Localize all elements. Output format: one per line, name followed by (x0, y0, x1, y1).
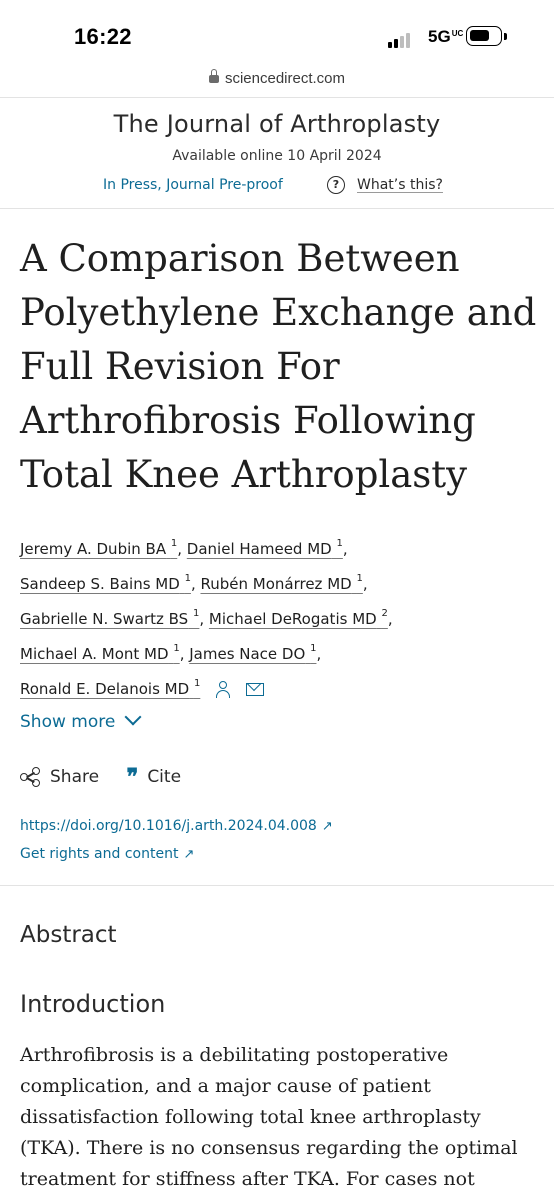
author-affiliation: 1 (336, 538, 343, 549)
author-name: Sandeep S. Bains MD (20, 575, 180, 593)
whats-this-link[interactable]: What’s this? (357, 177, 443, 193)
external-link-icon: ↗ (183, 847, 195, 862)
quote-icon: ❞ (126, 764, 138, 790)
author-link[interactable] (200, 575, 362, 593)
author-name: Daniel Hameed MD (186, 540, 332, 558)
share-label: Share (50, 767, 100, 787)
doi-link[interactable] (20, 818, 333, 834)
cite-button[interactable] (126, 764, 182, 790)
mail-icon[interactable] (246, 683, 264, 696)
network-superscript: UC (451, 29, 464, 38)
author-name: Jeremy A. Dubin BA (20, 540, 167, 558)
status-bar (0, 0, 554, 68)
author-name: Michael DeRogatis MD (208, 610, 377, 628)
rights-text: Get rights and content (20, 846, 179, 862)
author-affiliation: 2 (381, 608, 388, 619)
author-link[interactable] (20, 575, 191, 593)
doi-text: https://doi.org/10.1016/j.arth.2024.04.008 (20, 818, 317, 834)
signal-icon (388, 30, 418, 48)
journal-name[interactable]: The Journal of Arthroplasty (113, 110, 441, 138)
author-link[interactable] (20, 680, 200, 698)
network-indicator (428, 27, 463, 47)
author-affiliation: 1 (193, 608, 200, 619)
network-label: 5G (428, 27, 451, 46)
available-date: Available online 10 April 2024 (172, 148, 382, 164)
author-name: James Nace DO (189, 645, 306, 663)
share-button[interactable] (20, 767, 126, 787)
battery-tip (504, 33, 507, 40)
rights-link[interactable] (20, 846, 194, 862)
chevron-down-icon (125, 709, 142, 726)
author-link[interactable] (20, 645, 180, 663)
share-icon (20, 767, 40, 787)
show-more-label: Show more (20, 712, 116, 732)
show-more-button[interactable] (20, 712, 139, 732)
in-press-link[interactable]: In Press, Journal Pre-proof (103, 177, 283, 193)
question-icon[interactable]: ? (327, 176, 345, 194)
author-name: Gabrielle N. Swartz BS (20, 610, 189, 628)
author-name: Ronald E. Delanois MD (20, 680, 190, 698)
divider (0, 208, 554, 209)
article-title: A Comparison Between Polyethylene Exchange and Full Revision For Arthrofibrosis Following Total Knee Arthroplasty (20, 237, 537, 496)
author-list: Jeremy A. Dubin BA $^1$, Daniel Hameed MD $^1$, Sandeep S. Bains MD $^1$, Rubén Monárrez MD $^1$, Gabrielle N. Swartz BS $^1$, Michael DeRogatis MD $^2$, Michael A. Mont MD $^1$, James Nace DO $^1$, Ronald E. Delanois MD $^1$ (20, 538, 393, 698)
person-icon[interactable] (215, 681, 231, 699)
author-affiliation: 1 (310, 643, 317, 654)
author-affiliation: 1 (173, 643, 180, 654)
author-affiliation: 1 (170, 538, 178, 549)
author-affiliation: 1 (193, 678, 201, 689)
article-actions (20, 764, 181, 790)
status-time: 16:22 (74, 24, 132, 49)
author-link[interactable] (209, 610, 388, 628)
abstract-heading: Abstract (20, 922, 117, 948)
author-link[interactable] (189, 645, 316, 663)
introduction-paragraph: Arthrofibrosis is a debilitating postoperative complication, and a major cause of patient dissatisfaction following total knee arthroplasty (TKA). There is no consensus regarding the optimal treatment for stiffness after TKA. For cases not (20, 1044, 518, 1190)
url-bar[interactable] (0, 64, 554, 96)
author-link[interactable] (20, 610, 199, 628)
divider (0, 97, 554, 98)
author-affiliation: 1 (184, 573, 191, 584)
url-text: sciencedirect.com (224, 70, 346, 87)
lock-icon (209, 75, 219, 83)
url-display[interactable] (0, 70, 554, 87)
author-name: Michael A. Mont MD (20, 645, 169, 663)
author-affiliation: 1 (356, 573, 363, 584)
divider (0, 885, 554, 886)
introduction-heading: Introduction (20, 990, 166, 1018)
author-name: Rubén Monárrez MD (200, 575, 352, 593)
author-link[interactable] (187, 540, 343, 558)
cite-label: Cite (147, 767, 182, 787)
battery-icon (466, 26, 502, 46)
author-link[interactable] (20, 540, 177, 558)
external-link-icon: ↗ (321, 819, 333, 834)
